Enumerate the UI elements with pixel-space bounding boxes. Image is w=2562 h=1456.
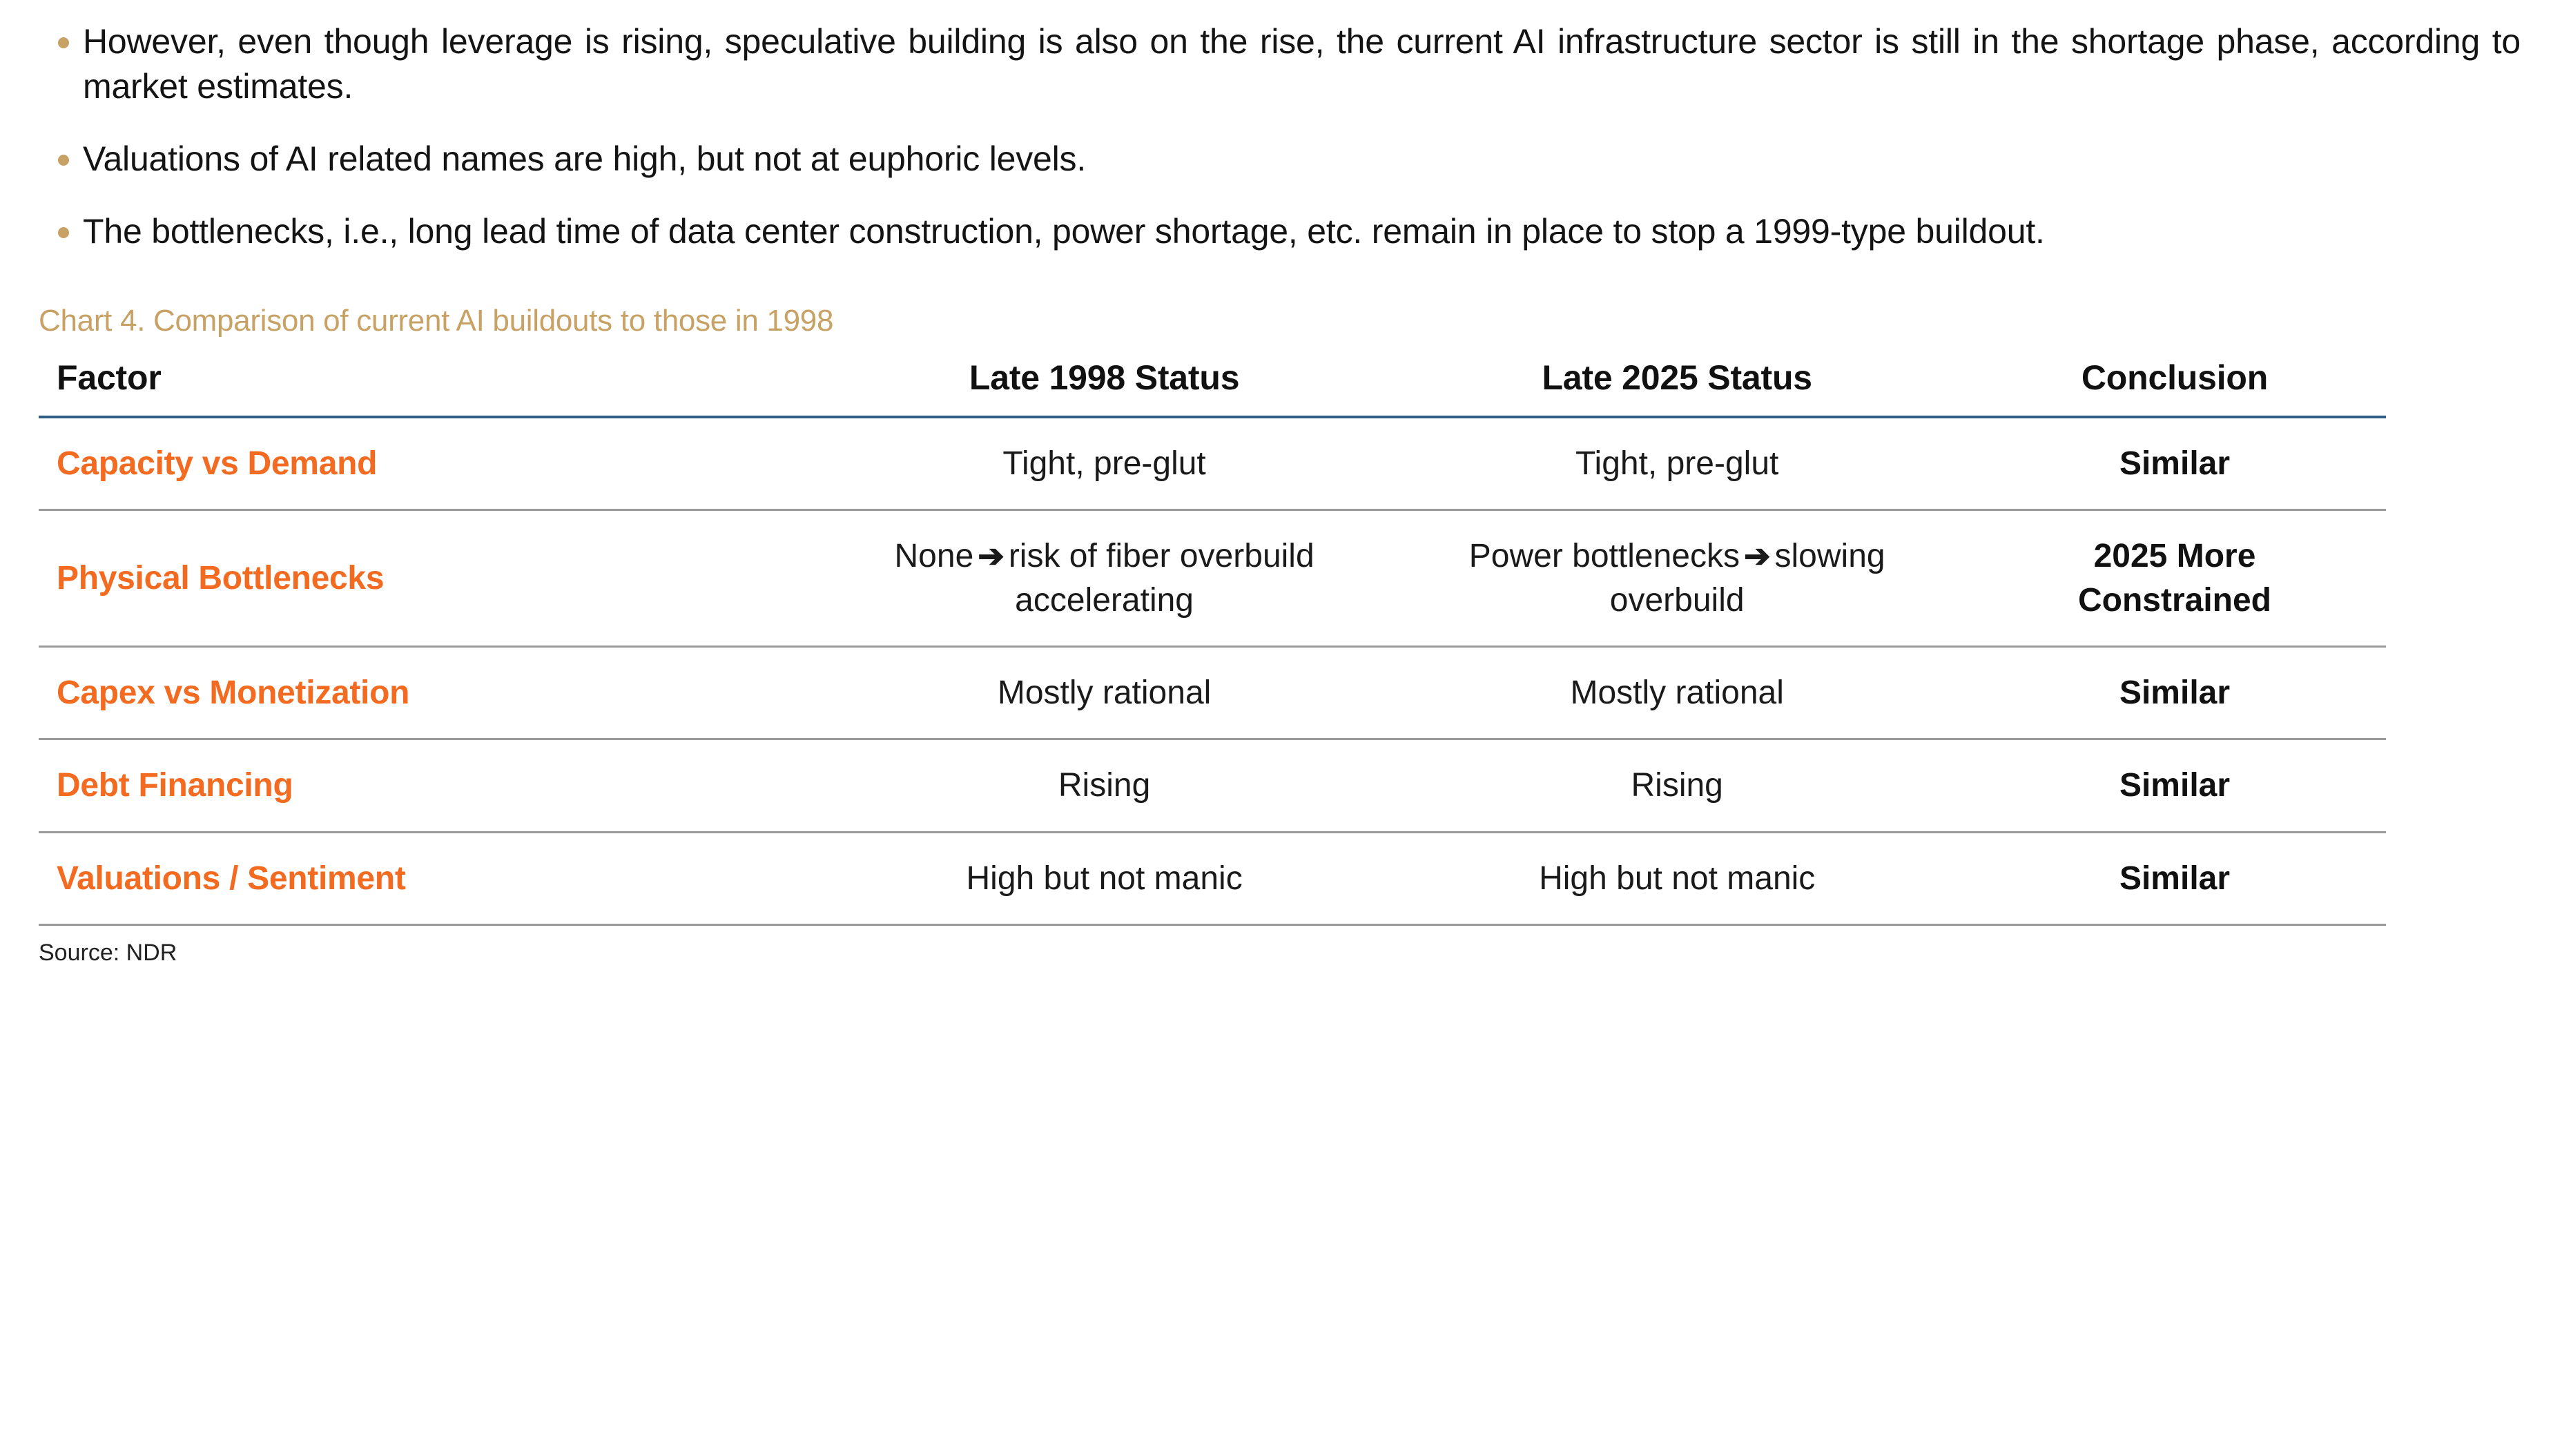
cell-late-2025-post: slowing overbuild	[1609, 538, 1885, 619]
table-header-row	[39, 353, 2386, 417]
cell-late-2025	[1390, 510, 1963, 647]
cell-late-2025: Mostly rational	[1390, 647, 1963, 739]
table-body	[39, 417, 2386, 925]
cell-factor: Physical Bottlenecks	[39, 510, 818, 647]
source-note: Source: NDR	[39, 940, 177, 967]
bullet-dot-icon	[58, 37, 69, 48]
cell-conclusion	[1963, 739, 2386, 832]
table-row	[39, 832, 2386, 924]
cell-conclusion	[1963, 832, 2386, 924]
table-row	[39, 510, 2386, 647]
bullet-text: Valuations of AI related names are high, but not at euphoric levels.	[83, 139, 1087, 178]
bullet-text: The bottlenecks, i.e., long lead time of data center construction, power shortage, etc. remain in place to stop a 1999-type buildout.	[83, 212, 2045, 251]
column-header-late-2025: Late 2025 Status	[1390, 353, 1963, 417]
column-header-factor: Factor	[39, 353, 818, 417]
cell-late-1998: Rising	[818, 739, 1391, 832]
comparison-table	[39, 353, 2386, 926]
cell-conclusion	[1963, 510, 2386, 647]
cell-conclusion	[1963, 647, 2386, 739]
chart-title: Chart 4. Comparison of current AI buildouts to those in 1998	[39, 304, 834, 338]
conclusion-line-1: 2025 More	[2093, 538, 2256, 575]
cell-conclusion	[1963, 417, 2386, 510]
table-row	[39, 647, 2386, 739]
cell-late-2025: Tight, pre-glut	[1390, 417, 1963, 510]
arrow-right-icon: ➔	[978, 538, 1005, 574]
cell-late-1998: Mostly rational	[818, 647, 1391, 739]
arrow-right-icon: ➔	[1743, 538, 1771, 574]
cell-factor: Capacity vs Demand	[39, 417, 818, 510]
comparison-table-wrapper	[39, 353, 2386, 926]
conclusion-line-1: Similar	[2119, 860, 2231, 897]
bullet-list	[33, 19, 2521, 254]
conclusion-line-1: Similar	[2119, 674, 2231, 712]
cell-late-1998-post: risk of fiber overbuild accelerating	[1008, 538, 1314, 619]
cell-late-1998: High but not manic	[818, 832, 1391, 924]
table-header	[39, 353, 2386, 417]
cell-factor: Valuations / Sentiment	[39, 832, 818, 924]
table-row	[39, 417, 2386, 510]
column-header-conclusion: Conclusion	[1963, 353, 2386, 417]
cell-factor: Capex vs Monetization	[39, 647, 818, 739]
cell-late-2025: Rising	[1390, 739, 1963, 832]
list-item	[33, 209, 2521, 254]
table-row	[39, 739, 2386, 832]
cell-late-1998	[818, 510, 1391, 647]
cell-late-1998-pre: None	[894, 538, 974, 575]
column-header-late-1998: Late 1998 Status	[818, 353, 1391, 417]
cell-late-1998: Tight, pre-glut	[818, 417, 1391, 510]
bullet-text: However, even though leverage is rising, speculative building is also on the rise, the current AI infrastructure sector is still in the shortage phase, according to market estimates.	[83, 22, 2521, 106]
conclusion-line-1: Similar	[2119, 767, 2231, 804]
conclusion-line-1: Similar	[2119, 445, 2231, 482]
cell-late-2025-pre: Power bottlenecks	[1468, 538, 1740, 575]
conclusion-line-2: Constrained	[2077, 581, 2271, 619]
list-item	[33, 19, 2521, 109]
cell-late-2025: High but not manic	[1390, 832, 1963, 924]
list-item	[33, 137, 2521, 182]
bullet-dot-icon	[58, 227, 69, 238]
cell-factor: Debt Financing	[39, 739, 818, 832]
bullet-dot-icon	[58, 155, 69, 166]
